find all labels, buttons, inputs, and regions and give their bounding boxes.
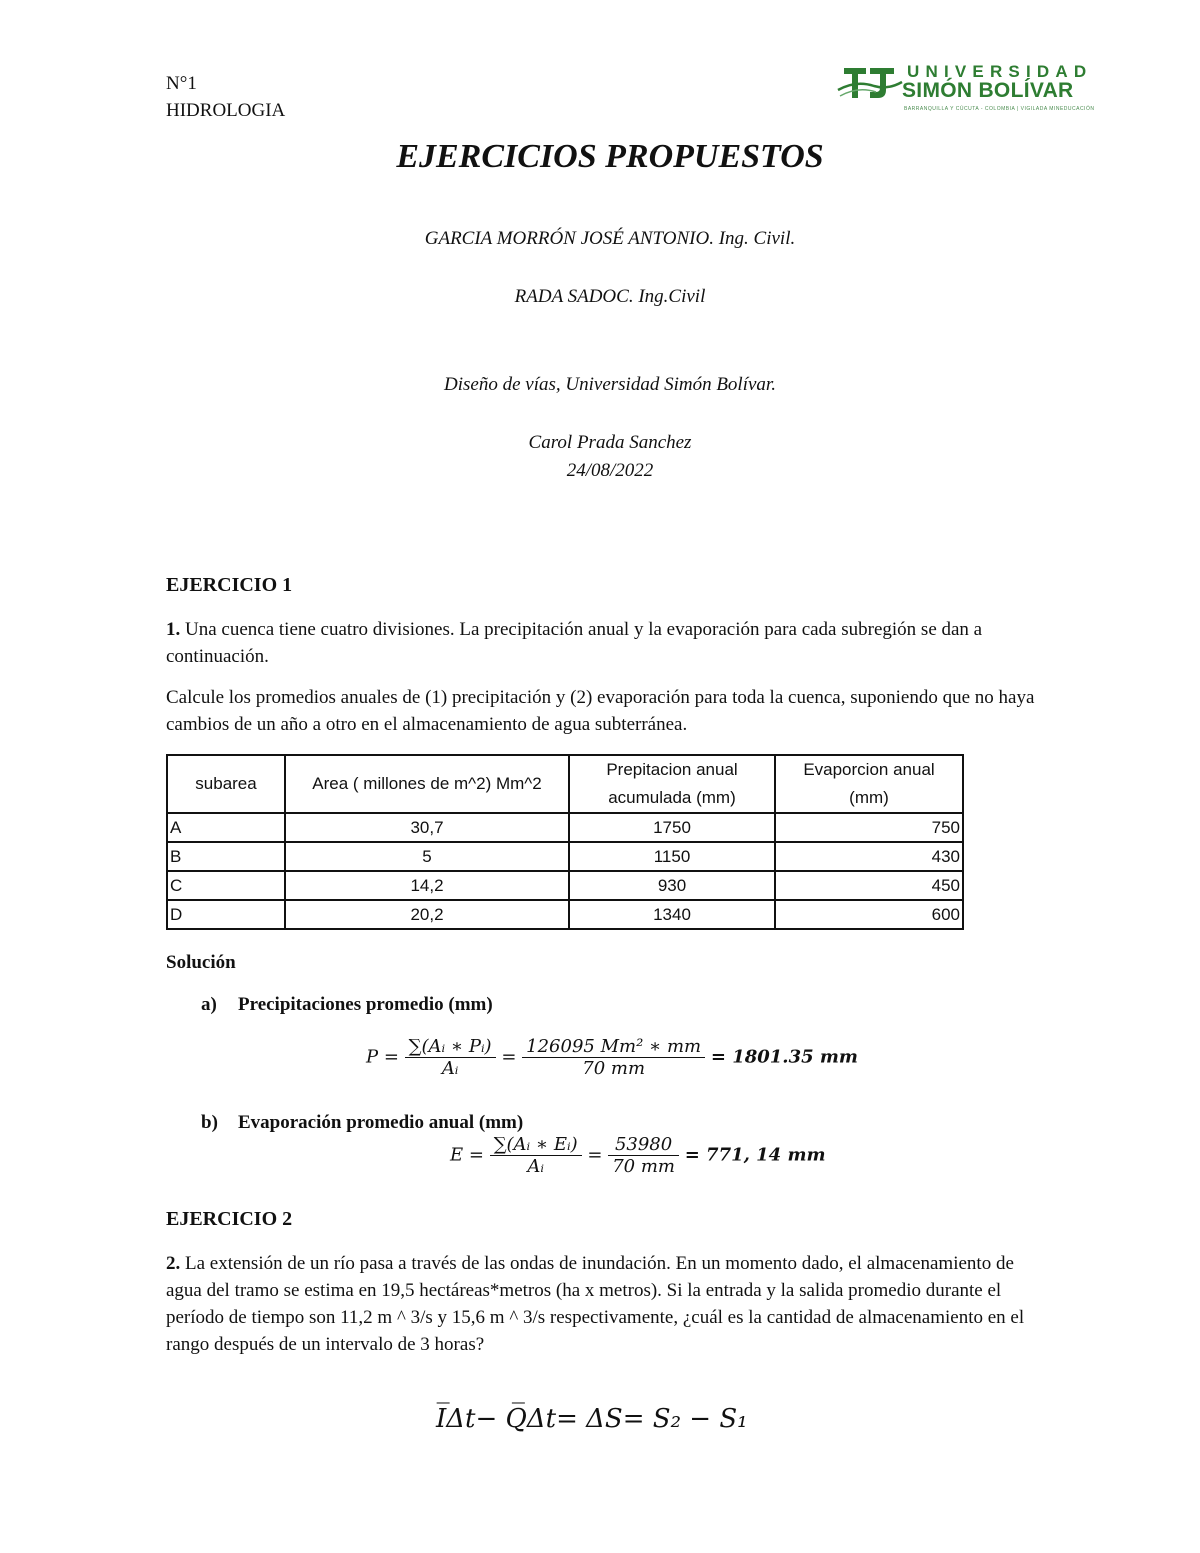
item-b-title: Evaporación promedio anual (mm) [238, 1112, 524, 1133]
exercise-1-instruction: Calcule los promedios anuales de (1) precipitación y (2) evaporación para toda la cuenca, suponiendo que no haya cambios de un año a otro en el almacenamiento de agua subterránea. [166, 687, 1035, 735]
document-number: N°1 [166, 73, 197, 94]
table-cell: 14,2 [285, 871, 569, 900]
table-cell: 1750 [569, 813, 775, 842]
precipitation-result: = 1801.35 mm [710, 1046, 858, 1068]
item-a-title: Precipitaciones promedio (mm) [238, 994, 493, 1015]
table-cell: 450 [775, 871, 963, 900]
item-b-label: b) [201, 1112, 218, 1133]
author-1: GARCIA MORRÓN JOSÉ ANTONIO. Ing. Civil. [424, 228, 796, 249]
author-2: RADA SADOC. Ing.Civil [514, 286, 706, 307]
table-cell: 30,7 [285, 813, 569, 842]
student-name: Carol Prada Sanchez [528, 432, 692, 453]
course-line: Diseño de vías, Universidad Simón Bolívar. [444, 374, 776, 395]
evaporation-result: = 771, 14 mm [684, 1144, 826, 1166]
table-header-cell: Evaporcion anual (mm) [775, 755, 963, 813]
exercise-1-heading: EJERCICIO 1 [166, 574, 293, 596]
table-cell: 750 [775, 813, 963, 842]
table-cell: 20,2 [285, 900, 569, 929]
exercise-1-statement [166, 616, 1046, 670]
table-row [167, 813, 963, 842]
table-header-row [167, 755, 963, 813]
exercise-2-text: La extensión de un río pasa a través de las ondas de inundación. En un momento dado, el almacenamiento de agua del tramo se estima en 19,5 hectáreas*metros (ha x metros). Si la entrada y la salida promedio durante el período de tiempo son 11,2 m ^ 3/s y 15,6 m ^ 3/s respectivamente, ¿cuál es la cantidad de almacenamiento en el rango después de un intervalo de 3 horas? [166, 1253, 1025, 1355]
table-header-cell: subarea [167, 755, 285, 813]
logo-line-1: UNIVERSIDAD [907, 62, 1093, 81]
precipitation-formula: P = $\frac{\text{∑(Aᵢ ∗ Pᵢ)}}{\text{Aᵢ}}$ = $\frac{\text{126095 Mm² ∗ mm}}{70 mm}$ = 1801.35 mm [366, 1036, 858, 1079]
table-row [167, 871, 963, 900]
storage-formula: I̅Δt− Q̅Δt= ΔS= S₂ − S₁ [436, 1404, 748, 1434]
table-row [167, 900, 963, 929]
table-cell: 5 [285, 842, 569, 871]
document-subject: HIDROLOGIA [166, 100, 286, 121]
table-header-cell: Prepitacion anual acumulada (mm) [569, 755, 775, 813]
logo-line-2: SIMÓN BOLÍVAR [902, 79, 1074, 102]
table-row [167, 842, 963, 871]
solution-heading: Solución [166, 952, 236, 973]
logo-emblem-icon [836, 64, 906, 104]
logo-line-3: BARRANQUILLA Y CÚCUTA - COLOMBIA | VIGILADA MINEDUCACIÓN [904, 106, 1095, 112]
table-cell: 430 [775, 842, 963, 871]
item-a-label: a) [201, 994, 217, 1015]
exercise-1-text: Una cuenca tiene cuatro divisiones. La precipitación anual y la evaporación para cada subregión se dan a continuación. [166, 619, 983, 667]
exercise-2-statement [166, 1250, 1046, 1358]
evaporation-formula: E = $\frac{\text{∑(Aᵢ ∗ Eᵢ)}}{\text{Aᵢ}}$ = $\frac{53980}{70 mm}$ = 771, 14 mm [450, 1134, 826, 1177]
exercise-1-number: 1. [166, 619, 181, 640]
subarea-table [166, 754, 964, 930]
table-cell: D [167, 900, 285, 929]
university-logo [836, 62, 1098, 118]
table-cell: A [167, 813, 285, 842]
page-title: EJERCICIOS PROPUESTOS [396, 138, 824, 175]
document-header [166, 70, 285, 124]
table-cell: 600 [775, 900, 963, 929]
table-cell: 1340 [569, 900, 775, 929]
exercise-2-number: 2. [166, 1253, 181, 1274]
table-cell: 1150 [569, 842, 775, 871]
table-cell: 930 [569, 871, 775, 900]
document-date: 24/08/2022 [566, 460, 654, 481]
table-cell: B [167, 842, 285, 871]
table-header-cell: Area ( millones de m^2) Mm^2 [285, 755, 569, 813]
exercise-2-heading: EJERCICIO 2 [166, 1208, 293, 1230]
table-cell: C [167, 871, 285, 900]
